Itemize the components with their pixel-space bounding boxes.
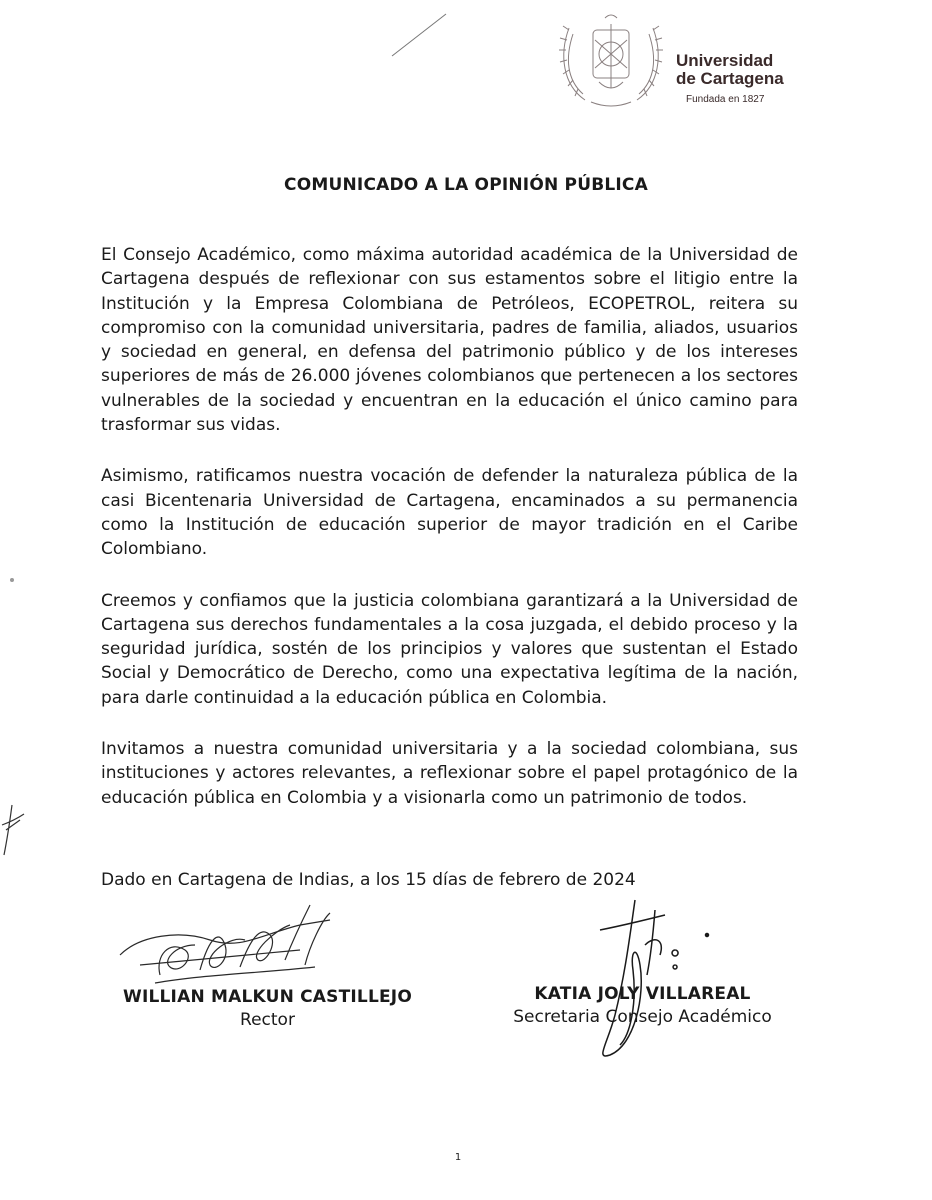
signature-block-rector (80, 986, 455, 1032)
signatory-role: Rector (240, 1010, 295, 1030)
rector-signature (100, 895, 340, 990)
paragraph-2: Asimismo, ratificamos nuestra vocación de defender la naturaleza pública de la casi Bicentenaria Universidad de Cartagena, encaminados a su permanencia como la Institución de educación superior de mayor tradición en el Caribe Colombiano. (101, 466, 798, 560)
margin-pen-mark (0, 800, 30, 860)
paragraph-4: Invitamos a nuestra comunidad universitaria y a la sociedad colombiana, sus instituciones y actores relevantes, a reflexionar sobre el papel protagónico de la educación pública en Colombia y a visionarla como un patrimonio de todos. (101, 739, 798, 808)
university-seal-logo (555, 10, 667, 110)
signatory-role: Secretaria Consejo Académico (513, 1007, 772, 1027)
secretary-signature (585, 895, 725, 1065)
university-wordmark (676, 52, 916, 105)
university-name-line1: Universidad (676, 51, 774, 70)
pen-stroke-mark (390, 10, 450, 60)
founded-text: Fundada en 1827 (686, 94, 765, 105)
margin-dot (10, 578, 14, 582)
date-line: Dado en Cartagena de Indias, a los 15 días de febrero de 2024 (101, 870, 636, 890)
document-title: COMUNICADO A LA OPINIÓN PÚBLICA (284, 175, 648, 195)
signatory-name: WILLIAN MALKUN CASTILLEJO (123, 987, 412, 1007)
university-name-line2: de Cartagena (676, 69, 784, 88)
signature-block-secretary (480, 983, 805, 1029)
document-body (101, 243, 798, 837)
paragraph-1: El Consejo Académico, como máxima autoridad académica de la Universidad de Cartagena después de reflexionar con sus estamentos sobre el litigio entre la Institución y la Empresa Colombiana de Petróleos, ECOPETROL, reitera su compromiso con la comunidad universitaria, padres de familia, aliados, usuarios y sociedad en general, en defensa del patrimonio público y de los intereses superiores de más de 26.000 jóvenes colombianos que pertenecen a los sectores vulnerables de la sociedad y encuentran en la educación el único camino para trasformar sus vidas. (101, 245, 798, 436)
page-number: 1 (454, 1152, 462, 1163)
paragraph-3: Creemos y confiamos que la justicia colombiana garantizará a la Universidad de Cartagena sus derechos fundamentales a la cosa juzgada, el debido proceso y la seguridad jurídica, sostén de los principios y valores que sustentan el Estado Social y Democrático de Derecho, como una expectativa legítima de la nación, para darle continuidad a la educación pública en Colombia. (101, 590, 798, 708)
signatory-name: KATIA JOLY VILLAREAL (534, 984, 751, 1004)
